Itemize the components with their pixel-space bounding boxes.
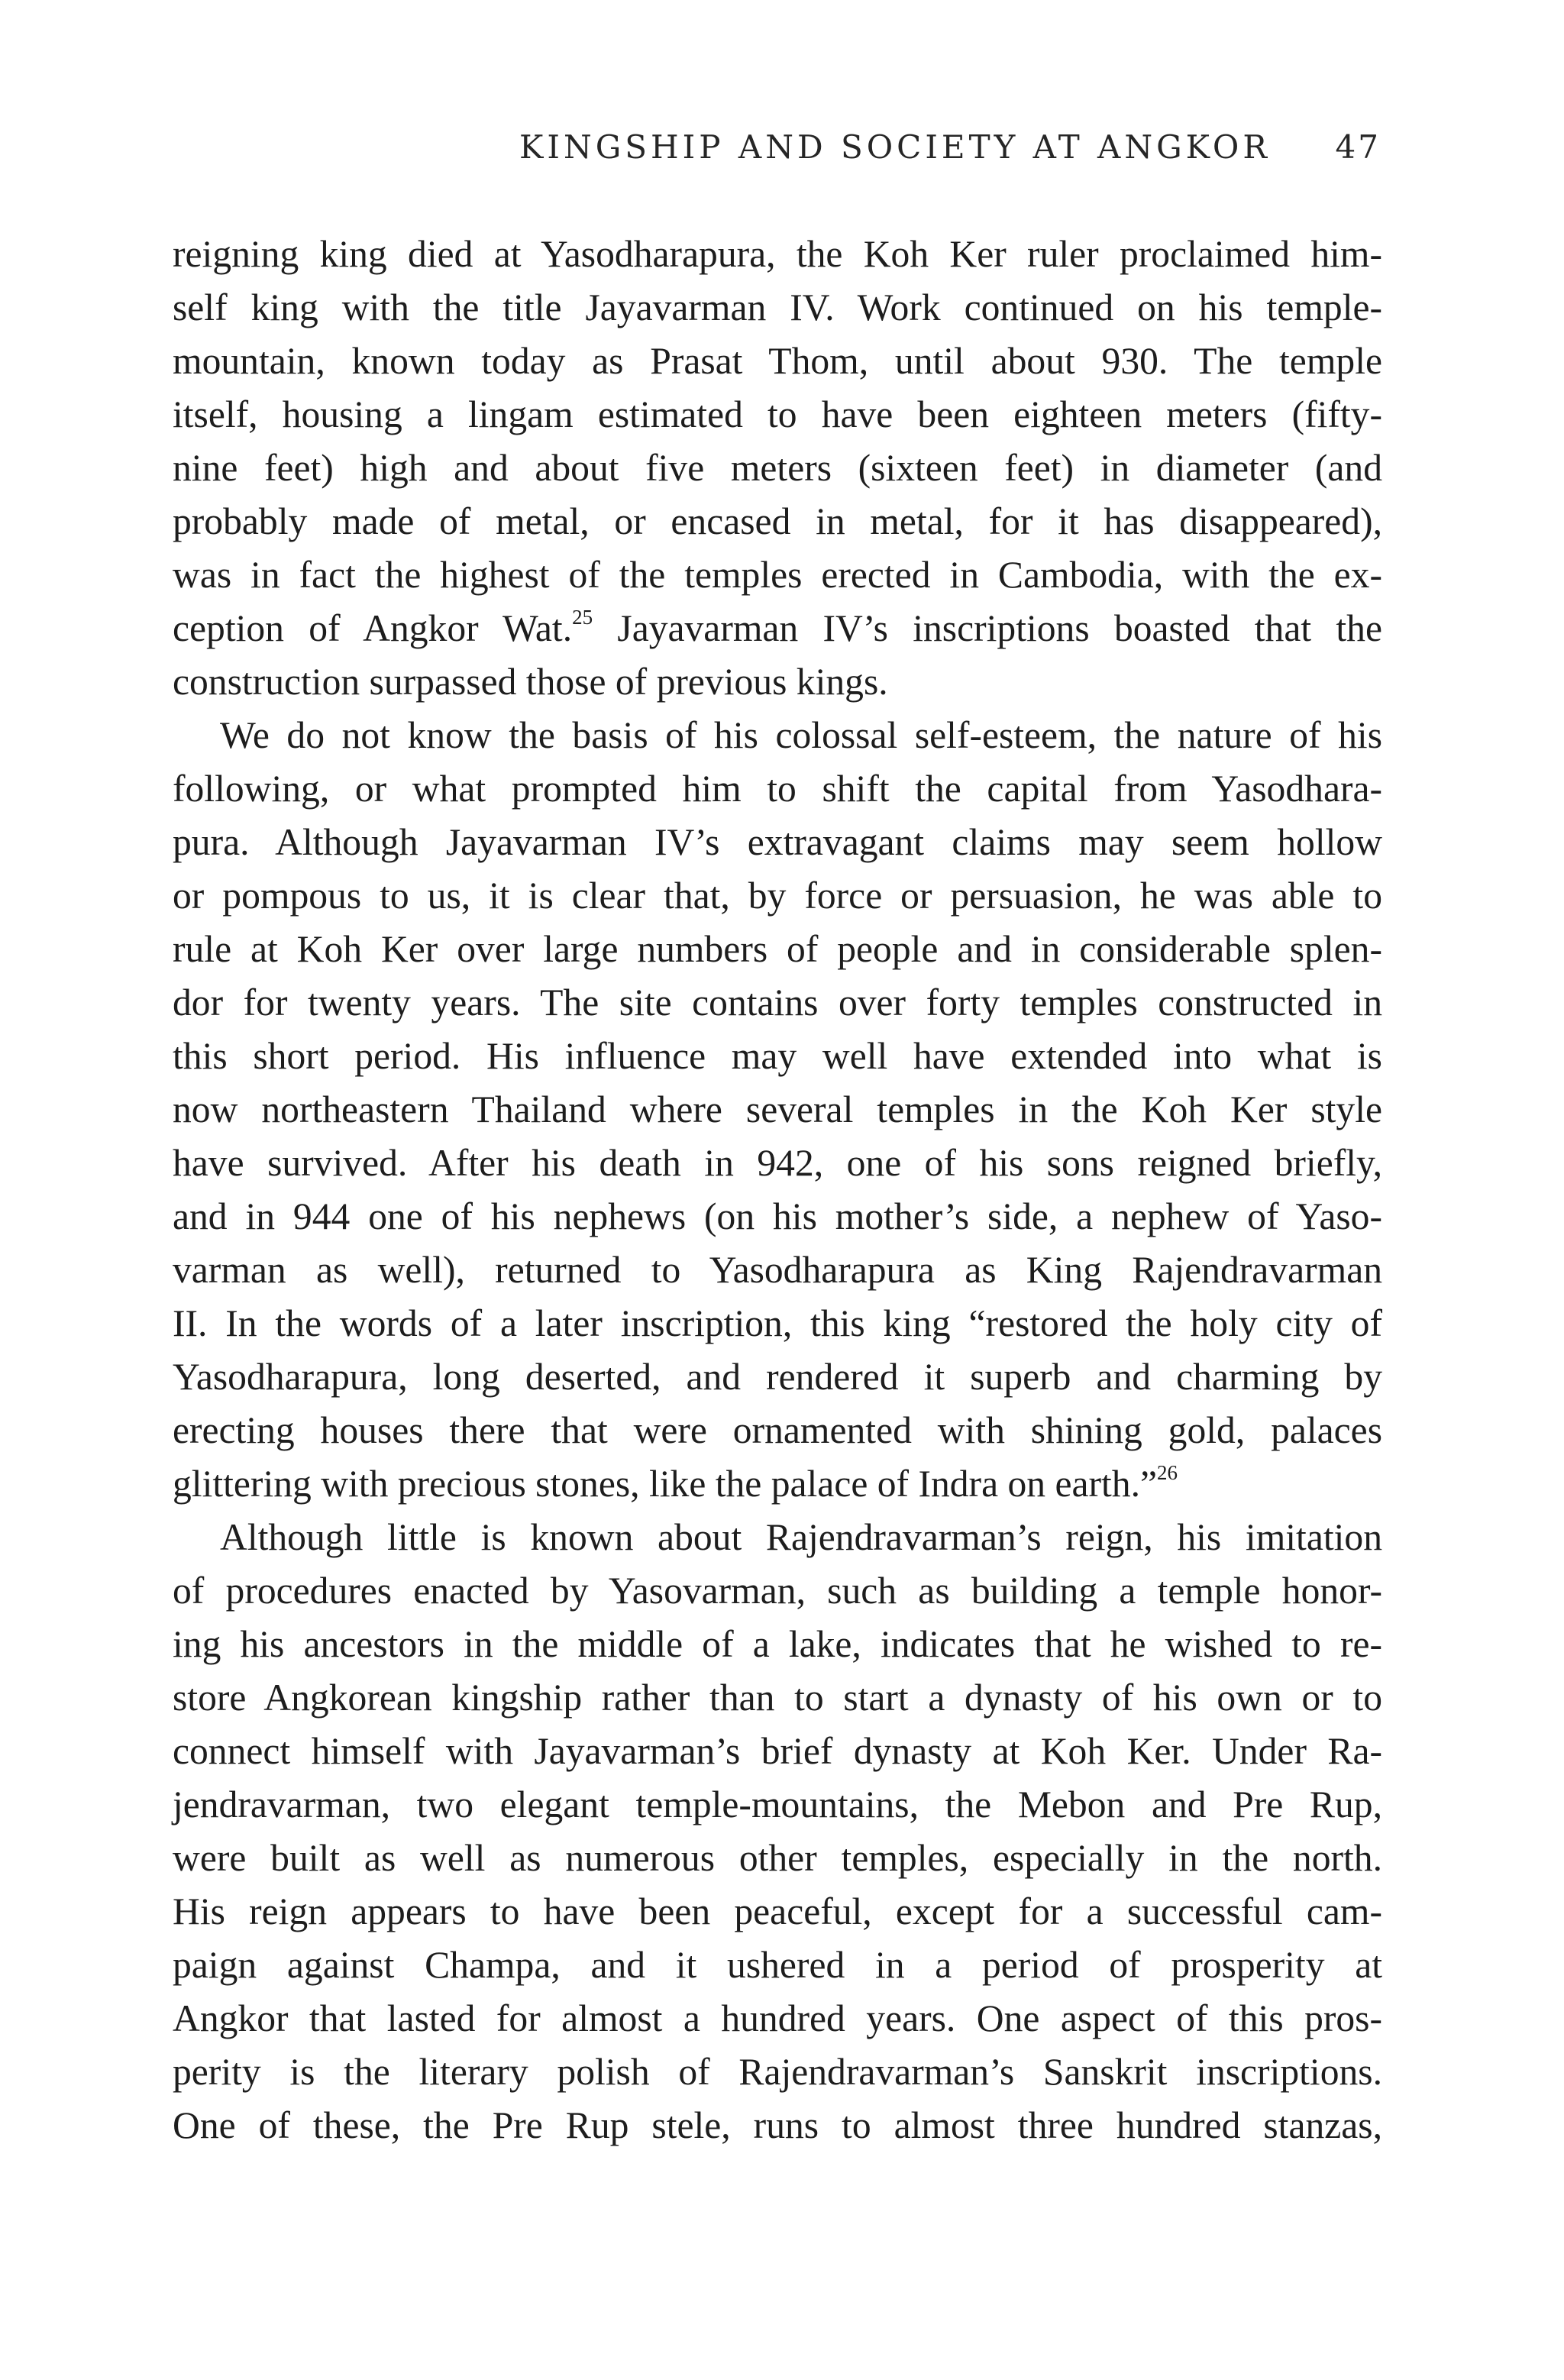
text-line: perity is the literary polish of Rajendravarman’s Sanskrit inscriptions. [173,2051,1382,2093]
text-line: jendravarman, two elegant temple-mountains, the Mebon and Pre Rup, [173,1783,1382,1825]
text-line: were built as well as numerous other temples, especially in the north. [173,1837,1382,1879]
running-head [174,128,1381,174]
text-line: probably made of metal, or encased in metal, for it has disappeared), [173,500,1382,542]
text-line: itself, housing a lingam estimated to have been eighteen meters (fifty- [173,393,1382,435]
text-line: His reign appears to have been peaceful, except for a successful cam- [173,1890,1382,1932]
body-text [173,228,1382,2152]
text-line: reigning king died at Yasodharapura, the Koh Ker ruler proclaimed him- [173,233,1382,275]
text-line: and in 944 one of his nephews (on his mother’s side, a nephew of Yaso- [173,1195,1382,1237]
text-line-last: construction surpassed those of previous kings. [173,661,888,703]
text-line: was in fact the highest of the temples erected in Cambodia, with the ex- [173,554,1382,596]
text-line: have survived. After his death in 942, one of his sons reigned briefly, [173,1142,1382,1184]
text-line-first: Although little is known about Rajendravarman’s reign, his imitation [220,1516,1382,1558]
text-line: Yasodharapura, long deserted, and rendered it superb and charming by [173,1356,1382,1398]
text-line: dor for twenty years. The site contains over forty temples constructed in [173,981,1382,1023]
paragraph-1 [173,228,1382,709]
text-line-first: We do not know the basis of his colossal self-esteem, the nature of his [220,714,1382,756]
paragraph-2 [173,709,1382,1511]
footnote-marker: 25 [572,606,593,629]
text-line: Angkor that lasted for almost a hundred years. One aspect of this pros- [173,1997,1382,2039]
text-line: pura. Although Jayavarman IV’s extravagant claims may seem hollow [173,821,1382,863]
text-line: paign against Champa, and it ushered in a period of prosperity at [173,1944,1382,1986]
text-line: ing his ancestors in the middle of a lake, indicates that he wished to re- [173,1623,1382,1665]
text-line: varman as well), returned to Yasodharapura as King Rajendravarman [173,1249,1382,1291]
text-line: self king with the title Jayavarman IV. Work continued on his temple- [173,286,1382,328]
paragraph-3 [173,1511,1382,2152]
text-fragment: Jayavarman IV’s inscriptions boasted that the [593,607,1382,649]
text-fragment: glittering with precious stones, like the palace of Indra on earth.” [173,1463,1158,1505]
page-number: 47 [1335,128,1381,166]
text-line: this short period. His influence may well have extended into what is [173,1035,1382,1077]
text-line: following, or what prompted him to shift the capital from Yasodhara- [173,768,1382,810]
text-line: store Angkorean kingship rather than to start a dynasty of his own or to [173,1677,1382,1719]
footnote-marker: 26 [1157,1461,1178,1484]
text-line-last [173,1457,1382,1511]
text-line: now northeastern Thailand where several temples in the Koh Ker style [173,1088,1382,1130]
text-line: nine feet) high and about five meters (sixteen feet) in diameter (and [173,447,1382,489]
text-line: One of these, the Pre Rup stele, runs to almost three hundred stanzas, [173,2104,1382,2146]
text-fragment: ception of Angkor Wat. [173,607,573,649]
running-head-title: KINGSHIP AND SOCIETY AT ANGKOR [519,128,1271,166]
text-line-with-footnote [173,602,1382,655]
text-line: erecting houses there that were ornamented with shining gold, palaces [173,1409,1382,1451]
text-line: or pompous to us, it is clear that, by force or persuasion, he was able to [173,875,1382,917]
text-line: II. In the words of a later inscription, this king “restored the holy city of [173,1302,1382,1344]
text-line: mountain, known today as Prasat Thom, until about 930. The temple [173,340,1382,382]
text-line: of procedures enacted by Yasovarman, such as building a temple honor- [173,1570,1382,1612]
text-line: rule at Koh Ker over large numbers of people and in considerable splen- [173,928,1382,970]
text-line: connect himself with Jayavarman’s brief dynasty at Koh Ker. Under Ra- [173,1730,1382,1772]
